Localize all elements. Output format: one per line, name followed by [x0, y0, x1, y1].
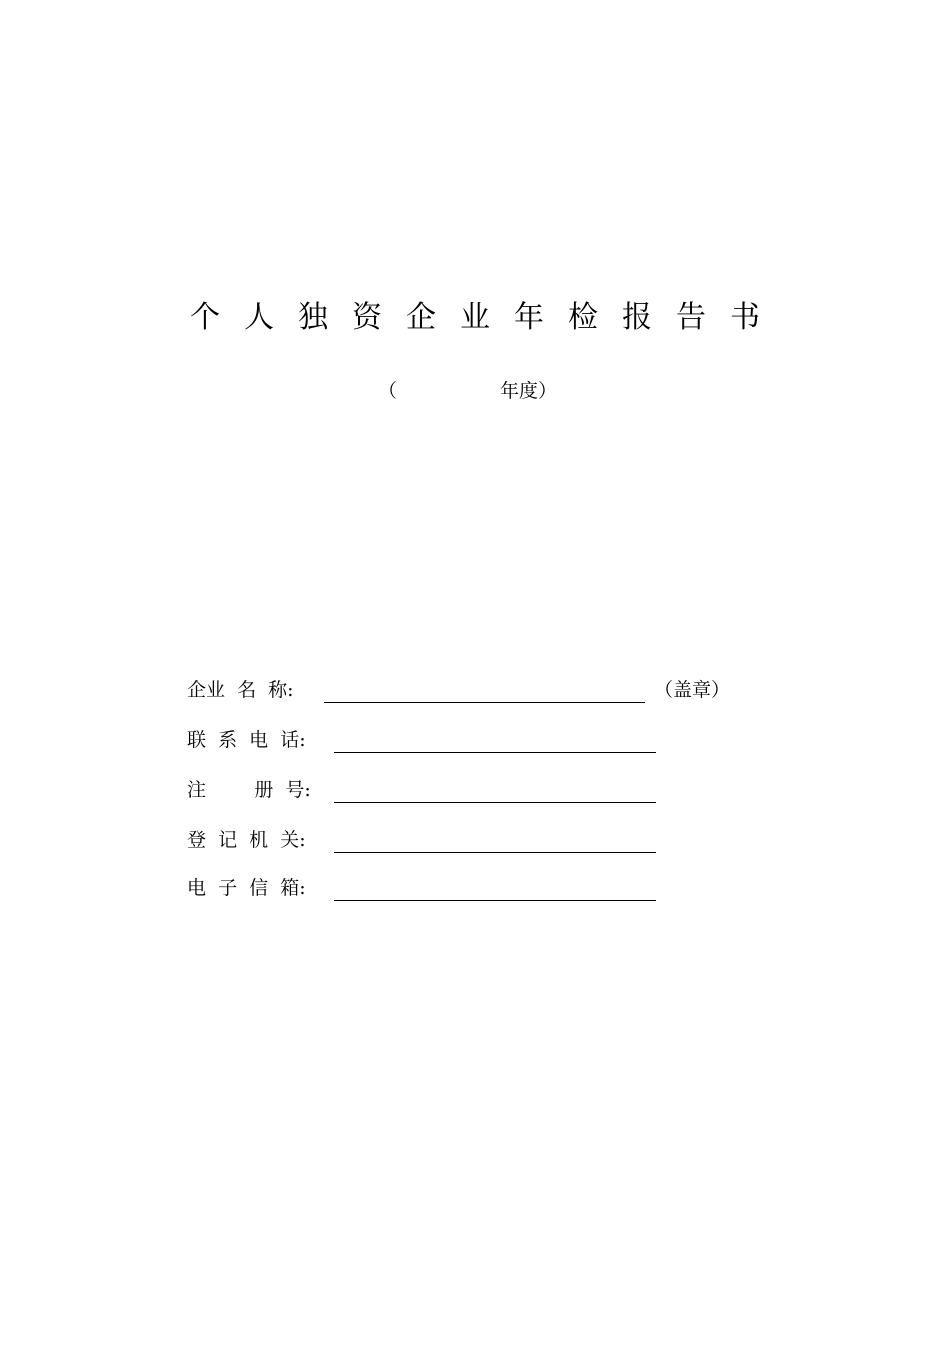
seal-note: （盖章）: [654, 679, 731, 701]
registration-authority-label: 登 记 机 关:: [187, 829, 306, 851]
form-row-registration-number: [187, 775, 747, 805]
form-row-email: [187, 873, 747, 903]
form-row-registration-authority: [187, 825, 747, 855]
year-open-paren: （: [378, 380, 398, 402]
document-title: 个人独资企业年检报告书: [190, 300, 784, 335]
phone-label: 联 系 电 话:: [187, 729, 306, 751]
phone-field[interactable]: [334, 752, 656, 753]
email-field[interactable]: [334, 900, 656, 901]
company-name-field[interactable]: [324, 702, 645, 703]
company-name-label: 企业 名 称:: [187, 679, 294, 701]
form-row-phone: [187, 725, 747, 755]
registration-authority-field[interactable]: [334, 852, 656, 853]
registration-number-label: 注 册 号:: [187, 779, 311, 801]
year-label: 年度）: [500, 380, 558, 402]
form-row-company-name: [187, 675, 747, 705]
registration-number-field[interactable]: [334, 802, 656, 803]
email-label: 电 子 信 箱:: [187, 877, 306, 899]
